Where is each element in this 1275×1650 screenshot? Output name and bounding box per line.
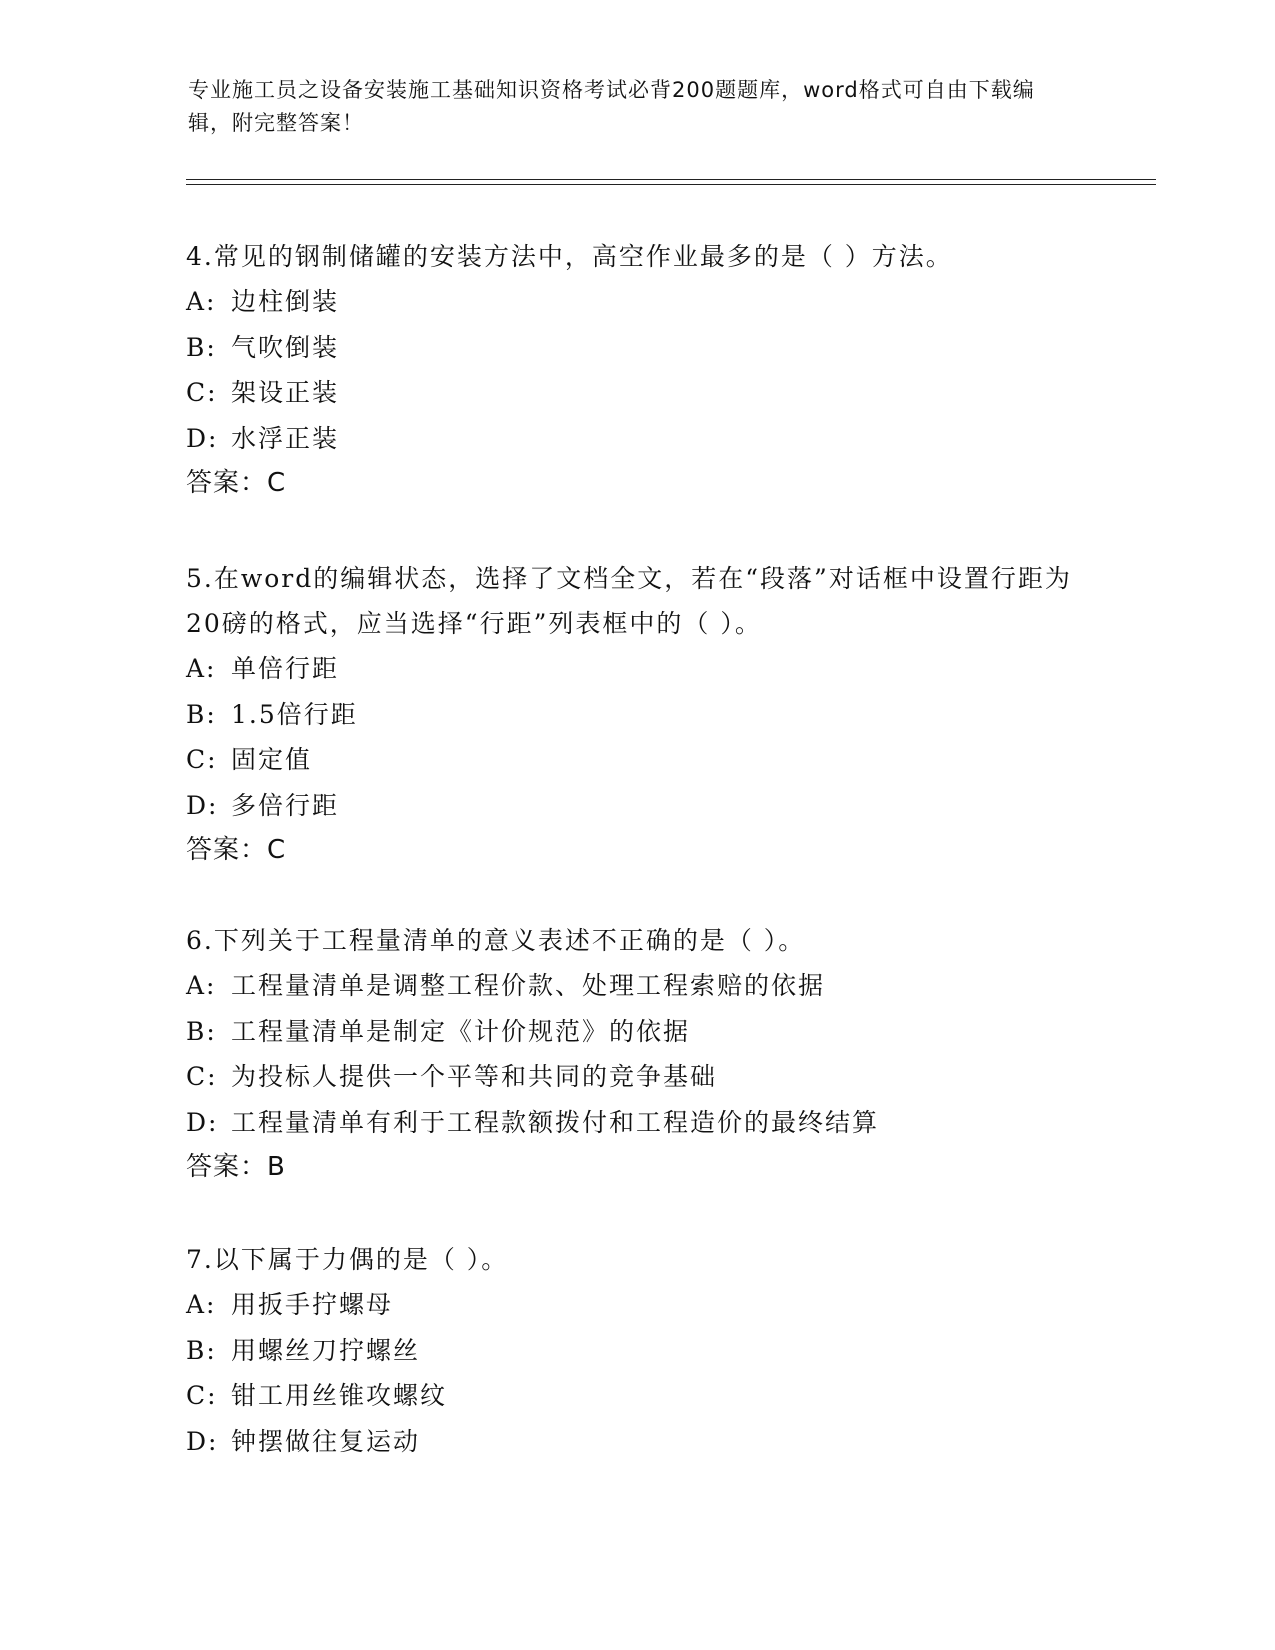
option-d [186, 1100, 1086, 1146]
option-d [186, 416, 1086, 462]
option-text: 钟摆做往复运动 [231, 1426, 421, 1456]
option-a [186, 646, 1086, 692]
option-a [186, 1282, 1086, 1328]
option-letter: C: [186, 1381, 218, 1410]
option-text: 单倍行距 [231, 654, 340, 683]
option-letter: B: [186, 699, 217, 729]
option-c [186, 737, 1086, 783]
option-text: 固定值 [231, 745, 313, 774]
option-a [186, 963, 1086, 1009]
question-stem: 6.下列关于工程量清单的意义表述不正确的是（ ）。 [186, 926, 806, 955]
option-b [186, 1009, 1086, 1055]
question-stem: 5.在word的编辑状态，选择了文档全文，若在“段落”对话框中设置行距为20磅的格式，应当选择“行距”列表框中的（ ）。 [186, 564, 1072, 638]
option-letter: B: [186, 1016, 217, 1046]
header-rule-bottom [186, 184, 1156, 185]
question-4 [186, 234, 1086, 506]
option-text: 钳工用丝锥攻螺纹 [231, 1381, 448, 1410]
option-text: 水浮正装 [231, 423, 340, 453]
option-b [186, 692, 1086, 738]
option-text: 用螺丝刀拧螺丝 [231, 1335, 421, 1365]
answer-line [186, 828, 1086, 873]
option-c [186, 1054, 1086, 1100]
option-letter: C: [186, 378, 218, 407]
option-letter: B: [186, 332, 217, 362]
option-d [186, 783, 1086, 829]
option-text: 边柱倒装 [231, 287, 340, 316]
option-letter: A: [186, 654, 217, 683]
option-letter: A: [186, 287, 217, 316]
question-7 [186, 1237, 1086, 1464]
answer-label: 答案： [186, 1152, 268, 1182]
question-5 [186, 556, 1086, 873]
answer-label: 答案： [186, 468, 268, 498]
option-b [186, 325, 1086, 371]
question-stem: 7.以下属于力偶的是（ ）。 [186, 1245, 509, 1274]
option-list [186, 1282, 1086, 1464]
answer-value: C [267, 835, 287, 865]
option-list [186, 963, 1086, 1145]
option-letter: C: [186, 745, 218, 774]
answer-label: 答案： [186, 835, 268, 865]
document-intro: 专业施工员之设备安装施工基础知识资格考试必背200题题库，word格式可自由下载编辑，附完整答案！ [188, 78, 1035, 135]
option-text: 1.5倍行距 [231, 699, 358, 729]
option-letter: A: [186, 971, 217, 1000]
answer-value: B [267, 1152, 286, 1182]
question-stem: 4.常见的钢制储罐的安装方法中，高空作业最多的是（ ）方法。 [186, 242, 953, 271]
answer-value: C [267, 468, 287, 498]
option-text: 架设正装 [231, 378, 340, 407]
option-text: 用扳手拧螺母 [231, 1290, 394, 1319]
option-list [186, 646, 1086, 828]
option-text: 工程量清单是制定《计价规范》的依据 [231, 1016, 691, 1046]
option-text: 为投标人提供一个平等和共同的竞争基础 [231, 1062, 718, 1091]
option-text: 工程量清单是调整工程价款、处理工程索赔的依据 [231, 971, 826, 1000]
option-a [186, 279, 1086, 325]
option-letter: D: [186, 1426, 219, 1456]
option-c [186, 370, 1086, 416]
option-letter: B: [186, 1335, 217, 1365]
option-b [186, 1328, 1086, 1374]
option-text: 气吹倒装 [231, 332, 340, 362]
answer-line [186, 1145, 1086, 1190]
option-letter: D: [186, 1107, 219, 1137]
option-d [186, 1419, 1086, 1465]
option-text: 工程量清单有利于工程款额拨付和工程造价的最终结算 [231, 1107, 880, 1137]
header-rule-top [186, 179, 1156, 180]
answer-line [186, 461, 1086, 506]
option-c [186, 1373, 1086, 1419]
option-letter: D: [186, 423, 219, 453]
option-letter: C: [186, 1062, 218, 1091]
option-letter: D: [186, 790, 219, 820]
option-text: 多倍行距 [231, 790, 340, 820]
option-letter: A: [186, 1290, 217, 1319]
option-list [186, 279, 1086, 461]
question-6 [186, 918, 1086, 1190]
